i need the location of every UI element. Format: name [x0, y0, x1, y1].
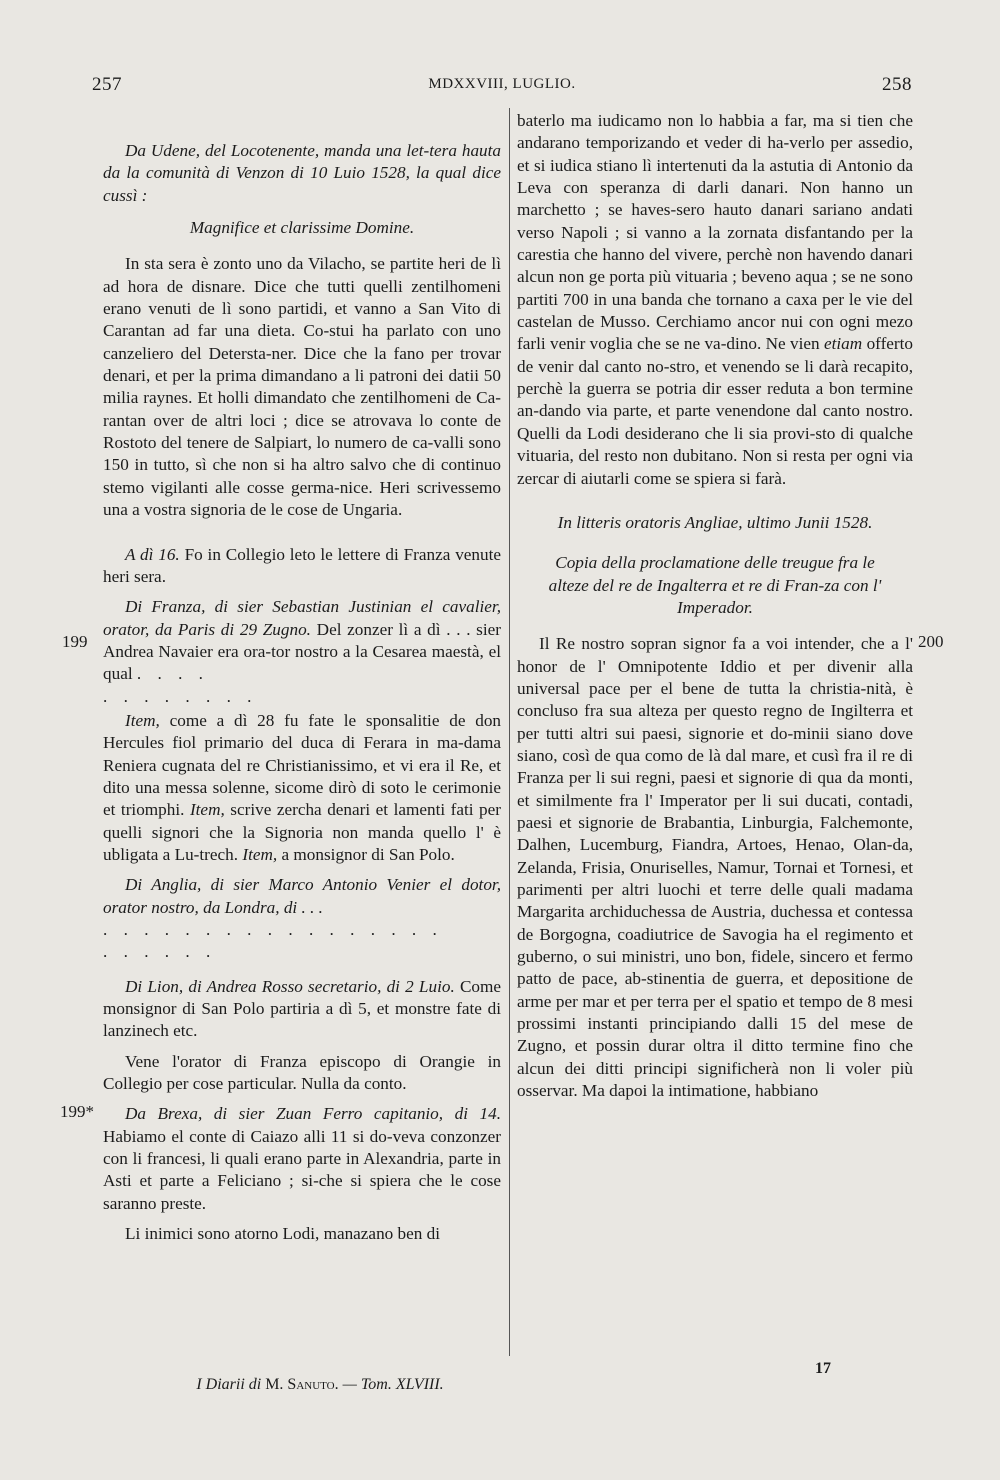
franza-text: Del zonzer lì a dì . . . sier Andrea Navaier era ora-tor nostro a la Cesarea maestà, el qual: [103, 619, 501, 684]
item-text: come a dì 28 fu fate le sponsalitie de don Hercules fiol primario del duca di Ferara in ma-dama Reniera cugnata del re Christianissimo, et vi era il Re, et dito una messa solenne, sicome dirò di soto le cerimonie et triomphi.: [103, 710, 502, 820]
item-label-3: Item,: [242, 844, 278, 864]
page-footer: [140, 1376, 500, 1394]
column-divider: [509, 108, 510, 1356]
orator-paragraph: Vene l'orator di Franza episcopo di Orangie in Collegio per cose particular. Nulla da conto.: [103, 1051, 501, 1094]
proclamation-text: Il Re nostro sopran signor fa a voi intender, che a l' honor de l' Omnipotente Iddio et per divenir alla universal pace per el bene de tutta la christia-nità, è concluso fra sua alteza per questo regno de Ingilterra et per tutti altri sui paesi, signorie et do-minii siano dove siano, così de qua como de là dal mare, et cusì fra il re di Franza per li sui regni, paesi et signorie di qua da monti, et similmente fra l' Imperator per li sui ducati, contadi, paesi et signorie de Brabantia, Linburgia, Falchemonte, Dalhen, Lucemburg, Fiandra, Artoes, Henao, Olan-da, Zelanda, Frisia, Onuriselles, Namur, Tornai et Tornesi, et parimenti per altri luochi et terre delle quali madama Margarita archiduchessa de Austria, duchessa et contessa de Borgogna, coadiutrice de Savogia ha el regimento et guberno, o sui ministri, uno bon, fidele, sincero et fermo patto de pace, ab-stinentia de guerra, et depositione de arme per mar et per terra per el spatio et tempo de 8 mesi prossimi instanti principiando dalli 15 del mese de Zugno, et possin durar oltra il ditto termine fino che alcun dei ditti principi significherà non li voler più osservar. Ma dapoi la intimatione, habbiano: [517, 634, 913, 1101]
letter-heading: In litteris oratoris Angliae, ultimo Junii 1528.: [557, 512, 873, 532]
ellipsis-dots: . . . .: [136, 664, 209, 684]
running-title: MDXXVIII, LUGLIO.: [428, 76, 576, 92]
franza-entry: [103, 596, 501, 685]
continuation-paragraph: [517, 110, 913, 490]
margin-number-200: 200: [918, 632, 944, 651]
lion-entry: [103, 976, 501, 1043]
intro-paragraph: Da Udene, del Locotenente, manda una let-tera hauta da la comunità di Venzon di 10 Luio 1528, la qual dice cussì :: [103, 141, 501, 205]
franza-heading: Di Franza, di sier Sebastian Justinian el cavalier, orator, da Paris di 29 Zugno.: [103, 597, 501, 639]
entry-text: Fo in Collegio leto le lettere di Franza venute heri sera.: [103, 544, 502, 586]
item-label-2: Item,: [189, 800, 225, 820]
page-number-left: 257: [92, 74, 122, 95]
entry-date: A dì 16.: [125, 544, 180, 564]
item-text-3: a monsignor di San Polo.: [281, 844, 455, 864]
signature-mark: 17: [815, 1360, 831, 1377]
salutation: Magnifice et clarissime Domine.: [189, 218, 415, 238]
item-paragraph: [103, 710, 501, 866]
margin-number-199: 199: [62, 632, 88, 651]
letter-paragraph: In sta sera è zonto uno da Vilacho, se partite heri de lì ad hora de disnare. Dice che tutti quelli zentilhomeni erano venuti de lì sono partidi, et vanno a San Vito di Carantan ad far una dieta. Co-stui ha parlato con uno canzeliero del Detersta-ner. Dice che la fano per trovar denari, et per la prima dimandano a li patroni dei datii 50 milia raynes. Et holli dimandato che zentilhomeni de Ca-rantan over de altri loci ; dice se atrovava lo conte de Rostoto del tenere de Salpiart, lo numero de ca-valli sono 150 in tutto, sì che non si ha altro salvo che di continuo stemo vigilanti alle cosse germa-nice. Heri scrivessemo una a vostra signoria de le cose de Ungaria.: [103, 254, 501, 520]
proclamation-heading: Copia della proclamatione delle treugue fra le alteze del re de Ingalterra et re di Fran-za con l' Imperador.: [548, 553, 882, 617]
footer-author: M. Sanuto.: [265, 1376, 339, 1393]
ellipsis-line-2: . . . . . . . . . . . . . . . . .: [103, 920, 443, 939]
brexa-entry: [103, 1103, 501, 1215]
footer-title: I Diarii di: [196, 1376, 262, 1393]
entry-16: [103, 544, 501, 589]
brexa-text: Habiamo el conte di Caiazo alli 11 si do-veva conzonzer con li francesi, li quali erano parte in Alexandria, parte in Asti et parte a Feliciano ; si-che si spiera che le cose saranno preste.: [103, 1126, 501, 1213]
left-column: [103, 110, 501, 1253]
footer-volume: — Tom. XLVIII.: [342, 1376, 444, 1393]
lion-text: Come monsignor di San Polo partiria a dì 5, et monstre fate di lanzinech etc.: [103, 976, 502, 1041]
continuation-text-2: offerto de venir dal canto no-stro, et venendo se li darà recapito, perchè la guerra se potria dir esser reduta a bon termine an-dando via parte, et parte venendone dal canto nostro. Quelli da Lodi desiderano che li sia provi-sto di qualche vituaria, del resto non dubitano. Non si resta per ogni via zercar di aiutarli come se spiera si farà.: [517, 334, 914, 488]
etiam-word: etiam: [824, 334, 863, 354]
anglia-heading: Di Anglia, di sier Marco Antonio Venier el dotor, orator nostro, da Londra, di . . .: [103, 875, 501, 917]
ellipsis-line-3: . . . . . .: [103, 942, 217, 962]
ellipsis-line: . . . . . . . .: [103, 686, 258, 706]
continuation-text: baterlo ma iudicamo non lo habbia a far, ma si tien che andarano temporizando et veder di ha-verlo per assedio, et si iudica stiano lì intertenuti da la astutia di Antonio da Leva con speranza di darli danari. Non hanno un marchetto ; se haves-sero hauto danari sariano andati verso Napoli ; si vanno a la zornata disfantando per la carestia che hanno del vivere, perchè non havendo danari alcun non ge porta più vituaria ; beveno aqua ; se ne sono partiti 700 in una banda che tornano a caxa per le vie del castelan de Musso. Cerchiamo ancor nui con ogni mezo farli venir voglia che se ne va-dino. Ne vien: [517, 111, 913, 354]
lion-heading: Di Lion, di Andrea Rosso secretario, di 2 Luio.: [125, 976, 455, 996]
page-number-right: 258: [882, 74, 912, 95]
item-text-2: scrive zercha denari et lamenti fati per quelli signori che la Signoria non manda quello l' è ubligata a Lu-trech.: [103, 800, 501, 864]
margin-number-199-star: 199*: [60, 1102, 94, 1121]
item-label: Item,: [125, 710, 160, 730]
inimici-paragraph: Li inimici sono atorno Lodi, manazano ben di: [125, 1224, 441, 1244]
running-header: [92, 74, 912, 104]
brexa-heading: Da Brexa, di sier Zuan Ferro capitanio, di 14.: [125, 1104, 501, 1124]
right-column: [517, 110, 913, 1110]
